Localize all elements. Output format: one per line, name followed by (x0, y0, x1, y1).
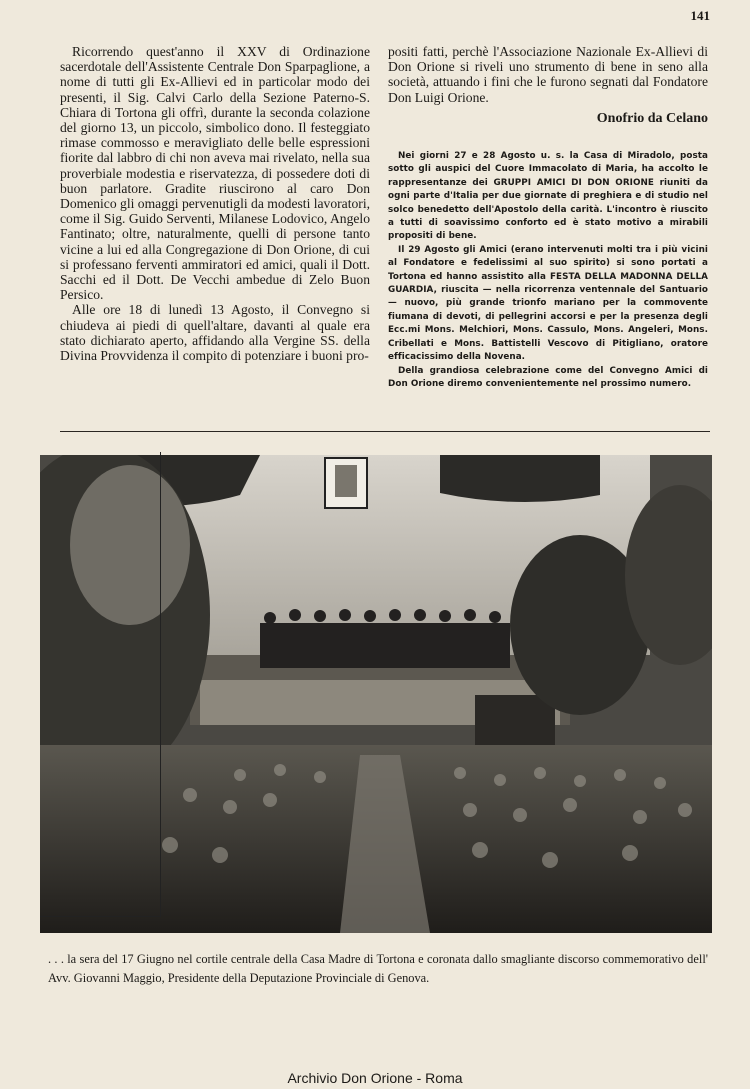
article-signature: Onofrio da Celano (596, 110, 708, 126)
left-column (60, 44, 370, 363)
paragraph-anniversary: Ricorrendo quest'anno il XXV di Ordinazione sacerdotale dell'Assistente Centrale Don Sparpaglione, a nome di tutti gli Ex-Allievi ed in particolar modo dei presenti, il Sig. Calvi Carlo della Sezione Paterno-S. Chiara di Tortona gli offrì, durante la seconda colazione del giorno 13, un piccolo, simbolico dono. Il festeggiato rimase commosso e meravigliato delle belle espressioni fiorite dal labbro di chi non aveva mai rivelato, nella sua proverbiale modestia e riservatezza, di possedere doti di buon parlatore. Gradite riuscirono al caro Don Domenico gli omaggi pervenutigli da modesti lavoratori, come il Sig. Guido Serventi, Milanese Lodovico, Angelo Fantinato; oltre, naturalmente, quelli di persone tanto vicine a lui ed alla Congregazione di Don Orione, di cui si professano ferventi ammiratori ed amici, quali il Dott. Sacchi ed il Dott. De Vecchi ambedue di Zelo Buon Persico. (60, 44, 370, 303)
photo-caption: . . . la sera del 17 Giugno nel cortile centrale della Casa Madre di Tortona e coronata dallo smagliante discorso commemorativo dell' Avv. Giovanni Maggio, Presidente della Deputazione Provinciale di Genova. (48, 952, 708, 985)
event-photograph (40, 455, 712, 933)
archive-footer: Archivio Don Orione - Roma (287, 1070, 463, 1086)
news-paragraph-announcement: Della grandiosa celebrazione come del Convegno Amici di Don Orione diremo convenientemente nel prossimo numero. (388, 365, 708, 389)
paragraph-closing-part1: Alle ore 18 di lunedì 13 Agosto, il Convegno si chiudeva ai piedi di quell'altare, davanti al quale era stato dichiarato aperto, affidando alla Vergine SS. della Divina Provvidenza il compito di potenziare i buoni pro- (60, 302, 370, 364)
right-column (388, 44, 708, 391)
paragraph-closing-part2: positi fatti, perchè l'Associazione Nazionale Ex-Allievi di Don Orione si riveli uno strumento di bene in seno alla società, attuando i fini che le furono segnati dal Fondatore Don Luigi Orione. (388, 44, 708, 105)
section-divider (60, 431, 710, 432)
photograph-illustration (40, 455, 712, 933)
news-paragraph-miradolo: Nei giorni 27 e 28 Agosto u. s. la Casa di Miradolo, posta sotto gli auspici del Cuore Immacolato di Maria, ha accolto le rappresentanze dei GRUPPI AMICI DI DON ORIONE riuniti da ogni parte d'Italia per due giornate di preghiera e di studio nel solco benedetto dell'Apostolo della carità. L'incontro è riuscito a tutti di soavissimo conforto ed è stato motivo a mirabili propositi di bene. (388, 151, 708, 242)
news-notice (388, 150, 708, 391)
page-number: 141 (690, 8, 710, 23)
news-paragraph-festa: Il 29 Agosto gli Amici (erano intervenuti molti tra i più vicini al Fondatore e fedelissimi al suo spirito) si sono portati a Tortona ed hanno assistito alla FESTA DELLA MADONNA DELLA GUARDIA, riuscita — nella ricorrenza ventennale del Santuario — nuovo, più grande trionfo mariano per la commovente fiumana di devoti, di pellegrini accorsi e per la presenza degli Ecc.mi Mons. Melchiori, Mons. Cassulo, Mons. Angeleri, Mons. Cribellati e Mons. Battistelli Vescovo di Pitigliano, oratore efficacissimo della Novena. (388, 244, 708, 363)
